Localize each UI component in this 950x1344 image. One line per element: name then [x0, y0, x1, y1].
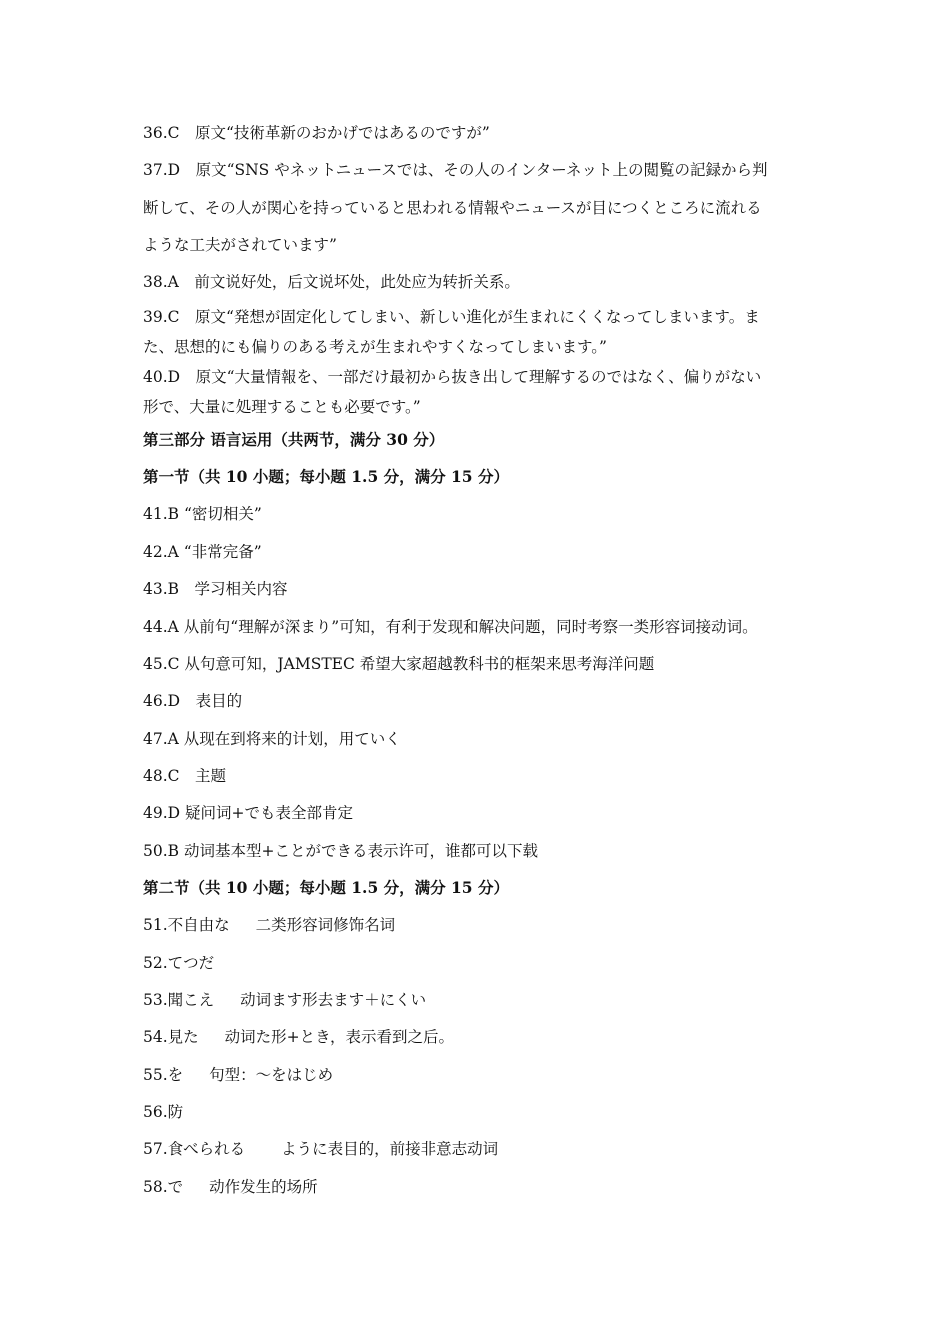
- answer-43: 43.B 学习相关内容: [143, 580, 288, 598]
- answer-50: 50.B 动词基本型+ことができる表示许可，谁都可以下载: [143, 842, 538, 860]
- answer-51-note: 二类形容词修饰名词: [255, 916, 396, 934]
- answer-53-note: 动词ます形去ます＋にくい: [240, 991, 427, 1009]
- answer-51: [143, 914, 813, 936]
- answer-42: 42.A “非常完备”: [143, 543, 262, 561]
- answer-53-word: 53.聞こえ: [143, 991, 215, 1009]
- answer-40: 40.D 原文“大量情報を、一部だけ最初から抜き出して理解するのではなく、偏りがない: [143, 368, 762, 386]
- answer-46: 46.D 表目的: [143, 692, 243, 710]
- answer-39: 39.C 原文“発想が固定化してしまい、新しい進化が生まれにくくなってしまいます。ま: [143, 308, 760, 326]
- answer-55: [143, 1064, 813, 1086]
- answer-57-note: ように表目的，前接非意志动词: [281, 1140, 499, 1158]
- answer-37: 37.D 原文“SNS やネットニュースでは、その人のインターネット上の閲覧の記録から判: [143, 161, 768, 179]
- section1-title: 第一节（共 10 小题；每小题 1.5 分，满分 15 分）: [143, 467, 509, 486]
- part3-title: 第三部分 语言运用（共两节，满分 30 分）: [143, 430, 445, 449]
- answer-54-word: 54.見た: [143, 1028, 199, 1046]
- answer-58: [143, 1176, 813, 1198]
- answer-45: 45.C 从句意可知，JAMSTEC 希望大家超越教科书的框架来思考海洋问题: [143, 655, 655, 673]
- answer-52-word: 52.てつだ: [143, 954, 215, 972]
- answer-54: [143, 1026, 813, 1048]
- answer-55-word: 55.を: [143, 1066, 184, 1084]
- answer-57: [143, 1138, 813, 1160]
- answer-51-word: 51.不自由な: [143, 916, 230, 934]
- answer-44: 44.A 从前句“理解が深まり”可知，有利于发现和解决问题，同时考察一类形容词接动词。: [143, 618, 758, 636]
- answer-58-note: 动作发生的场所: [209, 1178, 318, 1196]
- answer-55-note: 句型：～をはじめ: [209, 1066, 334, 1084]
- answer-52: [143, 952, 813, 974]
- answer-39-cont: た、思想的にも偏りのある考えが生まれやすくなってしまいます。”: [143, 338, 607, 356]
- answer-56: [143, 1101, 813, 1123]
- answer-58-word: 58.で: [143, 1178, 184, 1196]
- answer-37-cont-1: 断して、その人が関心を持っていると思われる情報やニュースが目につくところに流れる: [143, 199, 762, 217]
- answer-37-cont-2: ような工夫がされています”: [143, 236, 337, 254]
- answer-47: 47.A 从现在到将来的计划，用ていく: [143, 730, 401, 748]
- answer-57-word: 57.食べられる: [143, 1140, 246, 1158]
- answer-38: 38.A 前文说好处，后文说坏处，此处应为转折关系。: [143, 273, 520, 291]
- answer-36: 36.C 原文“技術革新のおかげではあるのですが”: [143, 124, 490, 142]
- answer-49: 49.D 疑问词+でも表全部肯定: [143, 804, 353, 822]
- answer-41: 41.B “密切相关”: [143, 505, 262, 523]
- answer-53: [143, 989, 813, 1011]
- answer-54-note: 动词た形+とき，表示看到之后。: [224, 1028, 455, 1046]
- answer-48: 48.C 主题: [143, 767, 227, 785]
- section2-title: 第二节（共 10 小题；每小题 1.5 分，满分 15 分）: [143, 878, 509, 897]
- answer-40-cont: 形で、大量に処理することも必要です。”: [143, 398, 421, 416]
- answer-56-word: 56.防: [143, 1103, 184, 1121]
